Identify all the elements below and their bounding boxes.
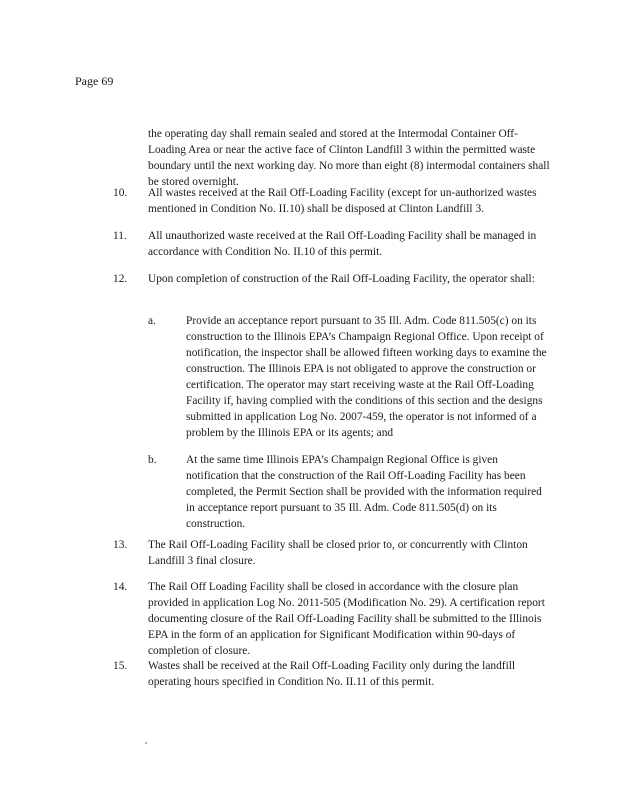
item-text-14: The Rail Off Loading Facility shall be closed in accordance with the closure plan provided in application Log No. 2011-505 (Modification No. 29). A certification report documenting closure of the Rail Off-Loading Facility shall be submitted to the Illinois EPA in the form of an application for Significant Modification within 90-days of completion of closure. — [148, 581, 545, 657]
subitem-text-a: Provide an acceptance report pursuant to 35 Ill. Adm. Code 811.505(c) on its construction to the Illinois EPA’s Champaign Regional Office. Upon receipt of notification, the inspector shall be allowed fifteen working days to examine the construction. The Illinois EPA is not obligated to approve the construction or certification. The operator may start receiving waste at the Rail Off-Loading Facility if, having complied with the conditions of this section and the designs submitted in application Log No. 2007-459, the operator is not informed of a problem by the Illinois EPA or its agents; and — [186, 315, 547, 439]
subitem-letter-b: b. — [148, 454, 157, 466]
subitem-letter-a: a. — [148, 315, 156, 327]
item-number-15: 15. — [113, 660, 128, 672]
continuation-paragraph: the operating day shall remain sealed and stored at the Intermodal Container Off-Loading Area or near the active face of Clinton Landfill 3 within the permitted waste boundary until the next working day. No more than eight (8) intermodal containers shall be stored overnight. — [148, 128, 550, 188]
item-text-12: Upon completion of construction of the Rail Off-Loading Facility, the operator shall: — [148, 273, 535, 285]
scan-speck — [145, 742, 147, 744]
item-number-14: 14. — [113, 581, 128, 593]
page-label: Page 69 — [75, 74, 114, 88]
item-text-15: Wastes shall be received at the Rail Off-Loading Facility only during the landfill operating hours specified in Condition No. II.11 of this permit. — [148, 660, 516, 688]
item-number-12: 12. — [113, 273, 128, 285]
item-number-11: 11. — [113, 230, 127, 242]
subitem-text-b: At the same time Illinois EPA’s Champaign Regional Office is given notification that the construction of the Rail Off-Loading Facility has been completed, the Permit Section shall be provided with the information required in acceptance report pursuant to 35 Ill. Adm. Code 811.505(d) on its construction. — [186, 454, 542, 530]
item-text-11: All unauthorized waste received at the Rail Off-Loading Facility shall be managed in accordance with Condition No. II.10 of this permit. — [148, 230, 537, 258]
item-text-10: All wastes received at the Rail Off-Loading Facility (except for un-authorized wastes mentioned in Condition No. II.10) shall be disposed at Clinton Landfill 3. — [148, 187, 537, 215]
item-number-10: 10. — [113, 187, 128, 199]
item-number-13: 13. — [113, 539, 128, 551]
item-text-13: The Rail Off-Loading Facility shall be closed prior to, or concurrently with Clinton Landfill 3 final closure. — [148, 539, 528, 567]
